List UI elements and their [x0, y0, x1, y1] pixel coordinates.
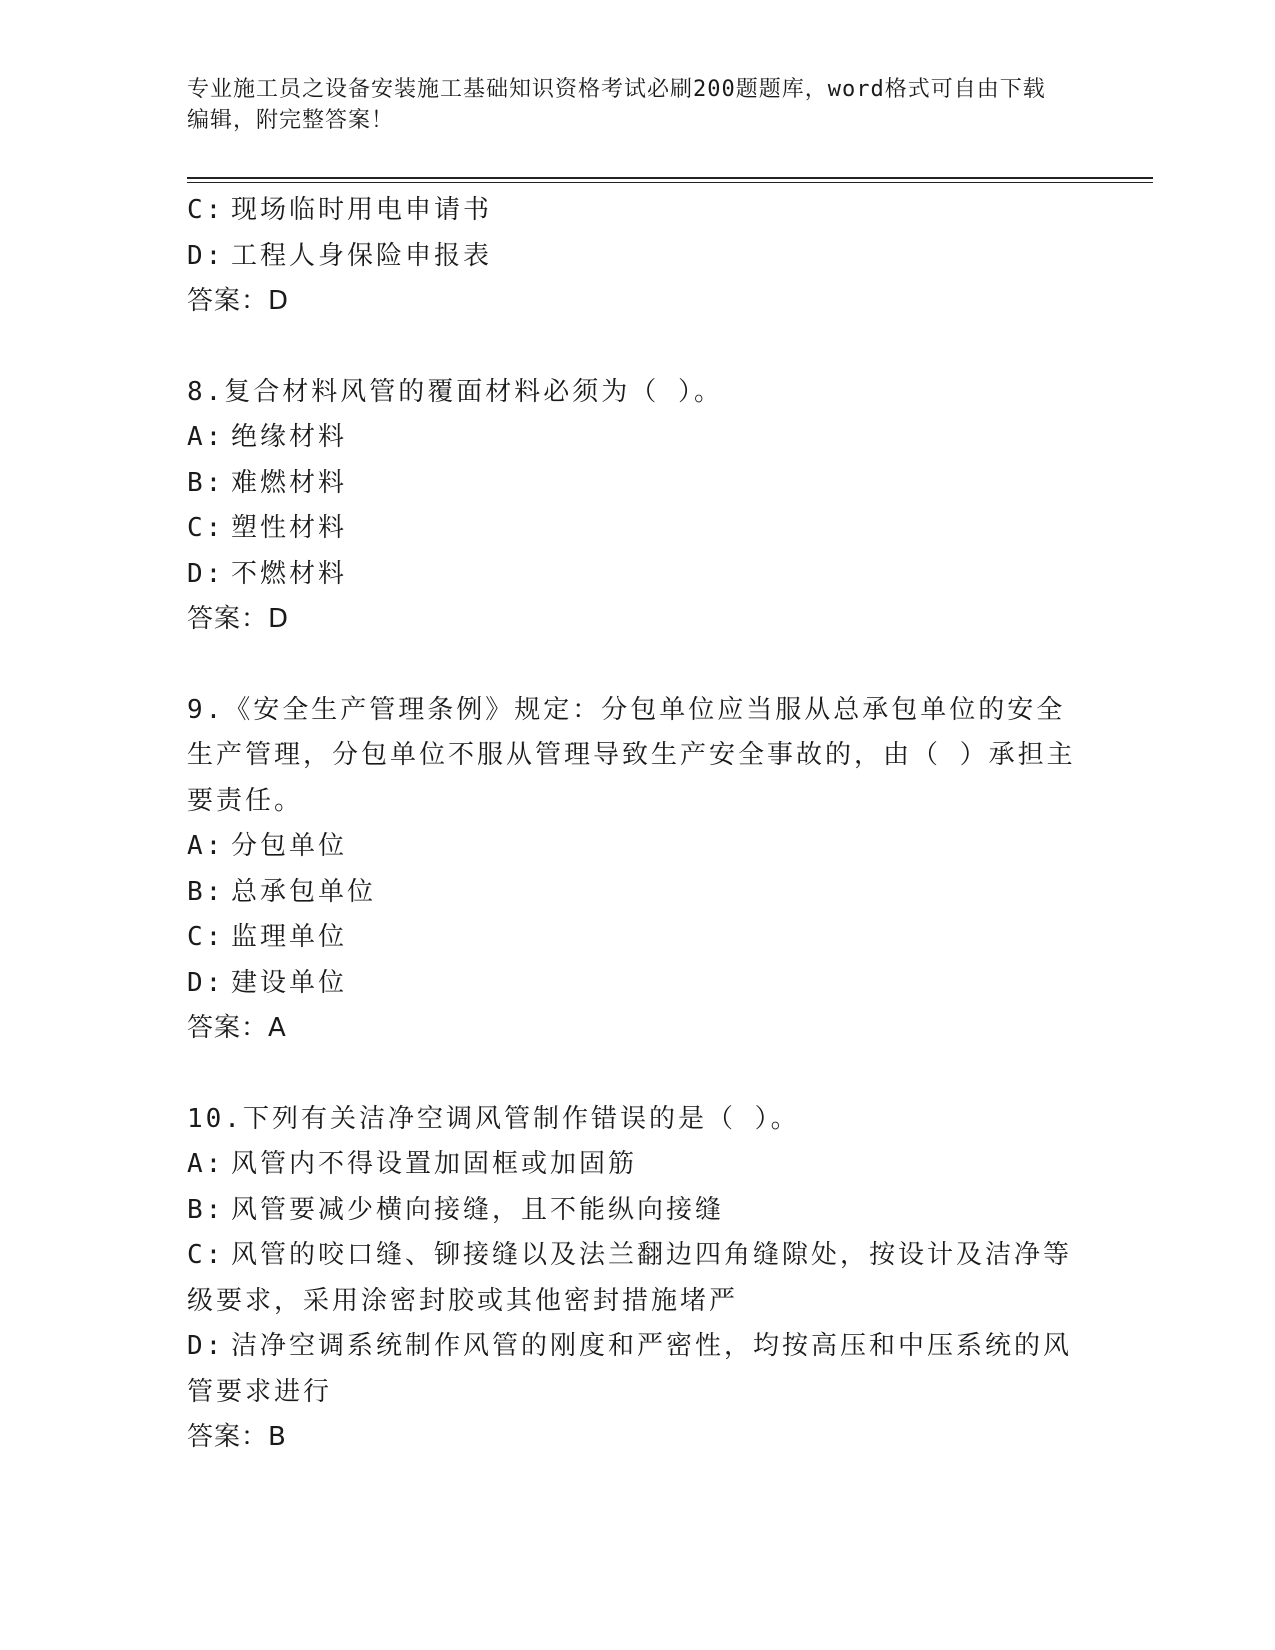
- option-c: [187, 188, 1087, 234]
- option-text: 洁净空调系统制作风管的刚度和严密性，均按高压和中压系统的风管要求进行: [187, 1331, 1073, 1407]
- answer-line: 答案：B: [187, 1422, 287, 1452]
- header-rule-thick: [187, 177, 1153, 179]
- option-text: 现场临时用电申请书: [231, 195, 493, 225]
- option-a: [187, 1142, 1087, 1188]
- option-text: 塑性材料: [231, 513, 348, 543]
- option-c: [187, 1233, 1087, 1324]
- page-header: 专业施工员之设备安装施工基础知识资格考试必刷200题题库，word格式可自由下载编辑，附完整答案！: [187, 77, 1046, 133]
- option-b: [187, 461, 1087, 507]
- question-9: [187, 688, 1087, 1052]
- option-a: [187, 824, 1087, 870]
- option-letter: D:: [187, 967, 225, 998]
- option-letter: B:: [187, 876, 225, 907]
- question-8: [187, 370, 1087, 643]
- option-text: 不燃材料: [231, 558, 348, 589]
- question-text: 8.复合材料风管的覆面材料必须为（ ）。: [187, 376, 723, 407]
- option-c: [187, 915, 1087, 961]
- option-letter: D:: [187, 558, 225, 589]
- option-text: 绝缘材料: [231, 422, 348, 452]
- option-letter: C:: [187, 1240, 225, 1270]
- option-d: [187, 552, 1087, 598]
- option-letter: C:: [187, 922, 225, 952]
- option-d: [187, 234, 1087, 280]
- option-text: 风管的咬口缝、铆接缝以及法兰翻边四角缝隙处，按设计及洁净等级要求，采用涂密封胶或其他密封措施堵严: [187, 1240, 1073, 1316]
- option-b: [187, 870, 1087, 916]
- question-text: 9.《安全生产管理条例》规定：分包单位应当服从总承包单位的安全生产管理，分包单位不服从管理导致生产安全事故的，由（ ）承担主要责任。: [187, 694, 1076, 816]
- option-text: 风管要减少横向接缝，且不能纵向接缝: [231, 1194, 725, 1225]
- header-rule-thin: [187, 182, 1153, 183]
- option-d: [187, 1324, 1087, 1415]
- option-text: 风管内不得设置加固框或加固筋: [231, 1149, 638, 1179]
- option-letter: A:: [187, 422, 225, 452]
- option-letter: D:: [187, 240, 225, 271]
- question-10: [187, 1097, 1087, 1461]
- answer-line: 答案：D: [187, 286, 290, 316]
- question-content: [187, 188, 1087, 1461]
- option-text: 工程人身保险申报表: [231, 240, 493, 271]
- option-b: [187, 1188, 1087, 1234]
- option-text: 难燃材料: [231, 467, 348, 498]
- option-letter: B:: [187, 467, 225, 498]
- option-letter: C:: [187, 195, 225, 225]
- option-letter: B:: [187, 1194, 225, 1225]
- answer-line: 答案：D: [187, 604, 290, 634]
- option-letter: D:: [187, 1331, 225, 1361]
- option-letter: C:: [187, 513, 225, 543]
- option-a: [187, 415, 1087, 461]
- question-text: 10.下列有关洁净空调风管制作错误的是（ ）。: [187, 1103, 800, 1134]
- carryover-block: [187, 188, 1087, 325]
- option-letter: A:: [187, 1149, 225, 1179]
- option-text: 总承包单位: [231, 876, 377, 907]
- option-letter: A:: [187, 831, 225, 861]
- option-text: 分包单位: [231, 831, 348, 861]
- option-c: [187, 506, 1087, 552]
- option-text: 建设单位: [231, 967, 348, 998]
- answer-line: 答案：A: [187, 1013, 287, 1043]
- option-d: [187, 961, 1087, 1007]
- option-text: 监理单位: [231, 922, 348, 952]
